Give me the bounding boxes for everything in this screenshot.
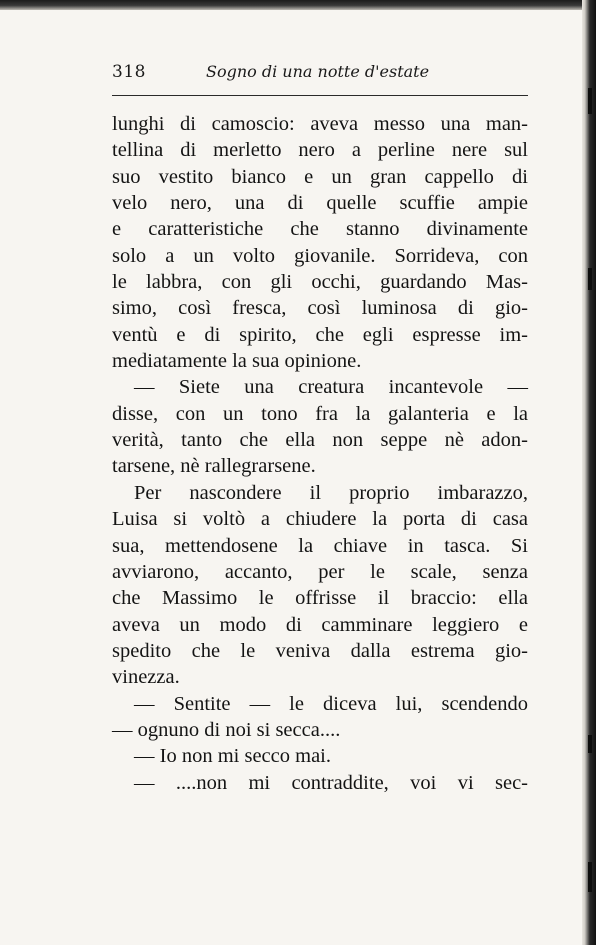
text-line: tarsene, nè rallegrarsene. [112, 455, 316, 478]
text-line: verità, tanto che ella non seppe nè adon- [112, 429, 528, 452]
text-line: tellina di merletto nero a perline nere sul [112, 139, 528, 162]
text-line: vinezza. [112, 666, 180, 689]
text-line: le labbra, con gli occhi, guardando Mas- [112, 271, 528, 294]
text-line: — ognuno di noi si secca.... [112, 718, 341, 741]
text-line: — Sentite — le diceva lui, scendendo [134, 692, 528, 715]
text-line: che Massimo le offrisse il braccio: ella [112, 587, 528, 610]
page-header [112, 60, 528, 90]
text-line: aveva un modo di camminare leggiero e [112, 613, 528, 636]
text-line: e caratteristiche che stanno divinamente [112, 218, 528, 241]
text-line: suo vestito bianco e un gran cappello di [112, 165, 528, 188]
edge-mark [588, 88, 592, 114]
text-line: spedito che le veniva dalla estrema gio- [112, 639, 528, 662]
text-line: mediatamente la sua opinione. [112, 350, 362, 373]
page-number: 318 [112, 62, 146, 82]
text-line: velo nero, una di quelle scuffie ampie [112, 192, 528, 215]
text-line: — Io non mi secco mai. [134, 745, 331, 768]
running-title: Sogno di una notte d'estate [206, 62, 430, 81]
text-line: solo a un volto giovanile. Sorrideva, con [112, 244, 528, 267]
text-line: Per nascondere il proprio imbarazzo, [134, 481, 528, 504]
header-rule [112, 95, 528, 96]
text-line: — ....non mi contraddite, voi vi sec- [134, 771, 528, 794]
text-line: avviarono, accanto, per le scale, senza [112, 560, 528, 583]
edge-mark [588, 735, 592, 753]
scan-right-edge [582, 0, 596, 945]
edge-mark [588, 862, 592, 892]
text-line: disse, con un tono fra la galanteria e la [112, 402, 528, 425]
text-line: Luisa si voltò a chiudere la porta di casa [112, 508, 528, 531]
text-line: ventù e di spirito, che egli espresse im- [112, 323, 528, 346]
scan-top-edge [0, 0, 596, 10]
text-line: — Siete una creatura incantevole — [134, 376, 528, 399]
text-line: sua, mettendosene la chiave in tasca. Si [112, 534, 528, 557]
edge-mark [588, 268, 592, 290]
text-line: lunghi di camoscio: aveva messo una man- [112, 113, 528, 135]
text-line: simo, così fresca, così luminosa di gio- [112, 297, 528, 320]
body-text [112, 111, 528, 796]
